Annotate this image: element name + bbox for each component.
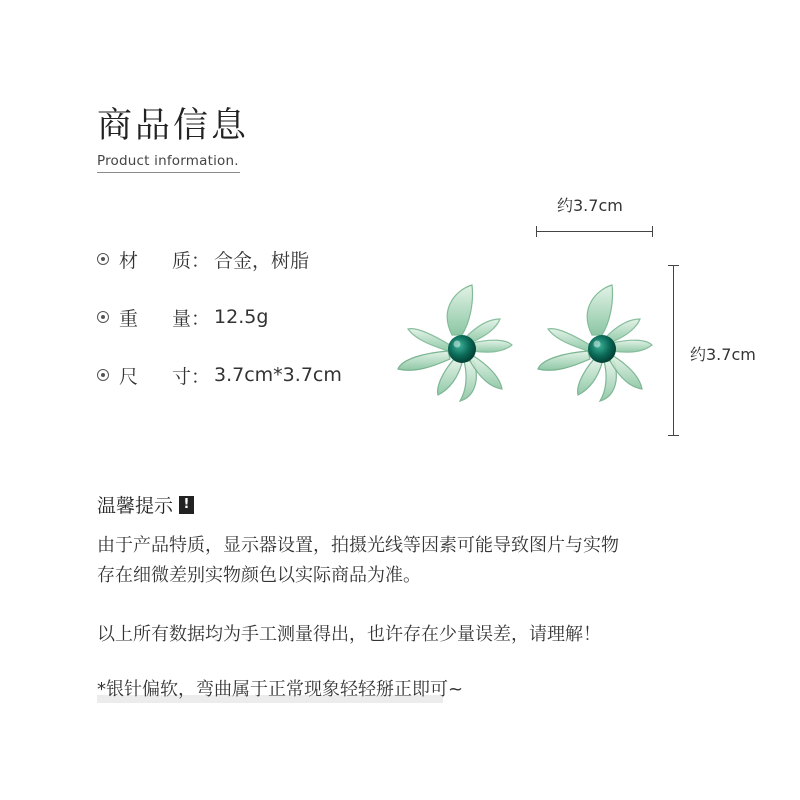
notice-line: 存在细微差别实物颜色以实际商品为准。 [97,565,421,586]
petal [587,285,612,335]
petal [447,285,472,335]
spec-row-size: 尺 寸 ： 3.7cm*3.7cm [97,363,342,387]
notice-footnote: *银针偏软，弯曲属于正常现象轻轻掰正即可~ [97,679,464,700]
earring-product-image [395,275,665,405]
spec-value: 3.7cm*3.7cm [214,364,342,386]
width-dimension-line [536,231,653,232]
height-dimension-line [673,265,674,436]
notice-line: 由于产品特质，显示器设置，拍摄光线等因素可能导致图片与实物 [97,535,619,556]
petal [578,359,602,395]
notice-paragraph-2: 以上所有数据均为手工测量得出，也许存在少量误差，请理解！ [97,624,601,645]
petal [472,340,512,352]
petal [548,329,590,351]
page-subtitle: Product information. [97,153,239,169]
spec-row-material: 材 质 ： 合金，树脂 [97,247,309,271]
warning-icon: ! [179,496,194,514]
spec-label: 尺 寸 [119,365,191,388]
bullet-icon [97,369,109,381]
gem-center [448,335,476,363]
spec-label: 材 质 [119,249,191,272]
spec-value: 合金，树脂 [214,249,310,272]
notice-paragraph-1 [97,531,619,591]
page-title: 商品信息 [97,106,250,146]
spec-value: 12.5g [214,306,269,328]
petal [438,359,462,395]
petal [612,340,652,352]
spec-row-weight: 重 量 ： 12.5g [97,305,268,329]
petal [398,351,450,370]
height-dimension-label: 约3.7cm [690,345,756,364]
bullet-icon [97,311,109,323]
bullet-icon [97,253,109,265]
width-dimension-label: 约3.7cm [557,196,623,215]
petal [538,351,590,370]
petal [408,329,450,351]
spec-label: 重 量 [119,307,191,330]
gem-center [588,335,616,363]
notice-heading: 温馨提示 ! [97,491,194,518]
earring-left [398,285,512,401]
subtitle-underline [97,172,240,173]
earring-right [538,285,652,401]
